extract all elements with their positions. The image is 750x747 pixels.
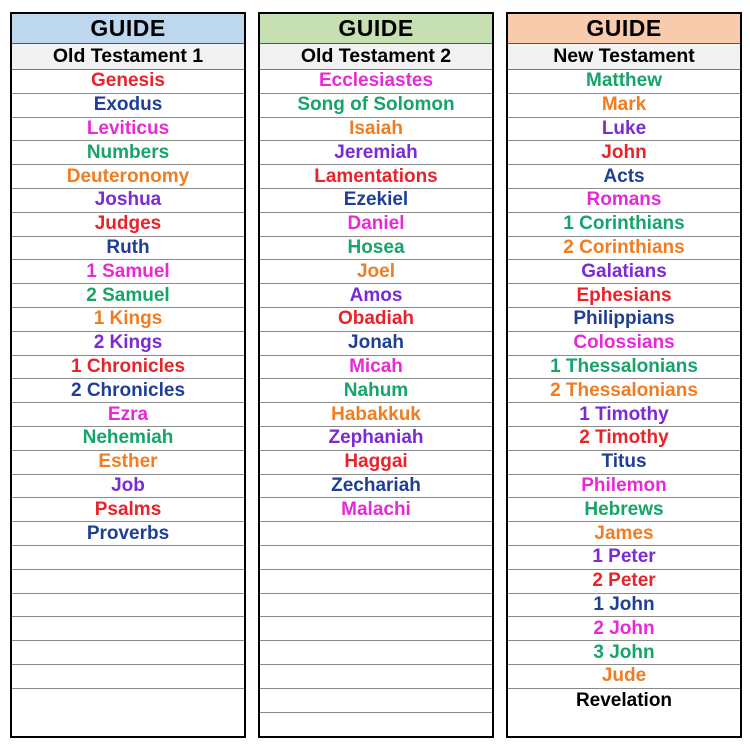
book-row: John xyxy=(508,141,740,165)
empty-row xyxy=(260,665,492,689)
book-row: Ezekiel xyxy=(260,189,492,213)
empty-row xyxy=(12,641,244,665)
book-row: Esther xyxy=(12,451,244,475)
book-row: 2 Timothy xyxy=(508,427,740,451)
book-row: Isaiah xyxy=(260,118,492,142)
book-row: Genesis xyxy=(12,70,244,94)
book-row: Micah xyxy=(260,356,492,380)
book-row: Jonah xyxy=(260,332,492,356)
column-subheader: New Testament xyxy=(508,44,740,70)
book-row: Galatians xyxy=(508,260,740,284)
book-row: James xyxy=(508,522,740,546)
book-row: Exodus xyxy=(12,94,244,118)
book-row: Ephesians xyxy=(508,284,740,308)
book-row: Lamentations xyxy=(260,165,492,189)
empty-row xyxy=(260,522,492,546)
book-row: 2 John xyxy=(508,617,740,641)
book-row: Proverbs xyxy=(12,522,244,546)
empty-row xyxy=(12,617,244,641)
empty-row xyxy=(12,665,244,689)
book-row: 1 Kings xyxy=(12,308,244,332)
column-header: GUIDE xyxy=(508,14,740,44)
book-row: 2 Corinthians xyxy=(508,237,740,261)
column-old-testament-2 xyxy=(258,12,494,738)
book-row: Job xyxy=(12,475,244,499)
book-row: Nehemiah xyxy=(12,427,244,451)
book-row: Hebrews xyxy=(508,498,740,522)
column-old-testament-1 xyxy=(10,12,246,738)
book-row: Ruth xyxy=(12,237,244,261)
column-header: GUIDE xyxy=(12,14,244,44)
book-row: Jeremiah xyxy=(260,141,492,165)
book-row: Revelation xyxy=(575,689,673,711)
book-row: Nahum xyxy=(260,379,492,403)
column-new-testament xyxy=(506,12,742,738)
book-row: 3 John xyxy=(508,641,740,665)
book-row: Jude xyxy=(508,665,740,689)
empty-row xyxy=(12,594,244,618)
book-row: 2 Kings xyxy=(12,332,244,356)
book-row: Amos xyxy=(260,284,492,308)
empty-row xyxy=(260,570,492,594)
column-header: GUIDE xyxy=(260,14,492,44)
empty-row xyxy=(12,689,244,713)
book-row: 1 Corinthians xyxy=(508,213,740,237)
book-row: 1 Timothy xyxy=(508,403,740,427)
book-row: Malachi xyxy=(260,498,492,522)
empty-row xyxy=(260,617,492,641)
book-row: Philemon xyxy=(508,475,740,499)
book-row: 2 Chronicles xyxy=(12,379,244,403)
empty-row xyxy=(12,546,244,570)
book-row: Romans xyxy=(508,189,740,213)
book-row: Leviticus xyxy=(12,118,244,142)
book-row: Joel xyxy=(260,260,492,284)
book-row: Colossians xyxy=(508,332,740,356)
column-subheader: Old Testament 2 xyxy=(260,44,492,70)
book-row: Haggai xyxy=(260,451,492,475)
book-row: Mark xyxy=(508,94,740,118)
book-row: Philippians xyxy=(508,308,740,332)
book-row: Joshua xyxy=(12,189,244,213)
empty-row xyxy=(260,594,492,618)
book-row: Titus xyxy=(508,451,740,475)
book-row: Numbers xyxy=(12,141,244,165)
empty-row xyxy=(260,713,492,737)
book-row: Zechariah xyxy=(260,475,492,499)
book-row: Acts xyxy=(508,165,740,189)
book-row: Ecclesiastes xyxy=(260,70,492,94)
book-row: Ezra xyxy=(12,403,244,427)
book-row: Hosea xyxy=(260,237,492,261)
empty-row xyxy=(12,570,244,594)
book-row: Matthew xyxy=(508,70,740,94)
book-row: 1 John xyxy=(508,594,740,618)
book-row: 2 Thessalonians xyxy=(508,379,740,403)
book-row: Luke xyxy=(508,118,740,142)
empty-row xyxy=(260,641,492,665)
book-row: 1 Peter xyxy=(508,546,740,570)
book-row: Psalms xyxy=(12,498,244,522)
book-row: 2 Peter xyxy=(508,570,740,594)
book-row: 1 Thessalonians xyxy=(508,356,740,380)
column-subheader: Old Testament 1 xyxy=(12,44,244,70)
book-row: Habakkuk xyxy=(260,403,492,427)
book-row: Deuteronomy xyxy=(12,165,244,189)
book-row: Daniel xyxy=(260,213,492,237)
book-row: 1 Chronicles xyxy=(12,356,244,380)
book-row: Song of Solomon xyxy=(260,94,492,118)
book-row: 2 Samuel xyxy=(12,284,244,308)
book-row: 1 Samuel xyxy=(12,260,244,284)
empty-row xyxy=(260,546,492,570)
empty-row xyxy=(260,689,492,713)
book-row: Zephaniah xyxy=(260,427,492,451)
book-row: Obadiah xyxy=(260,308,492,332)
book-row: Judges xyxy=(12,213,244,237)
